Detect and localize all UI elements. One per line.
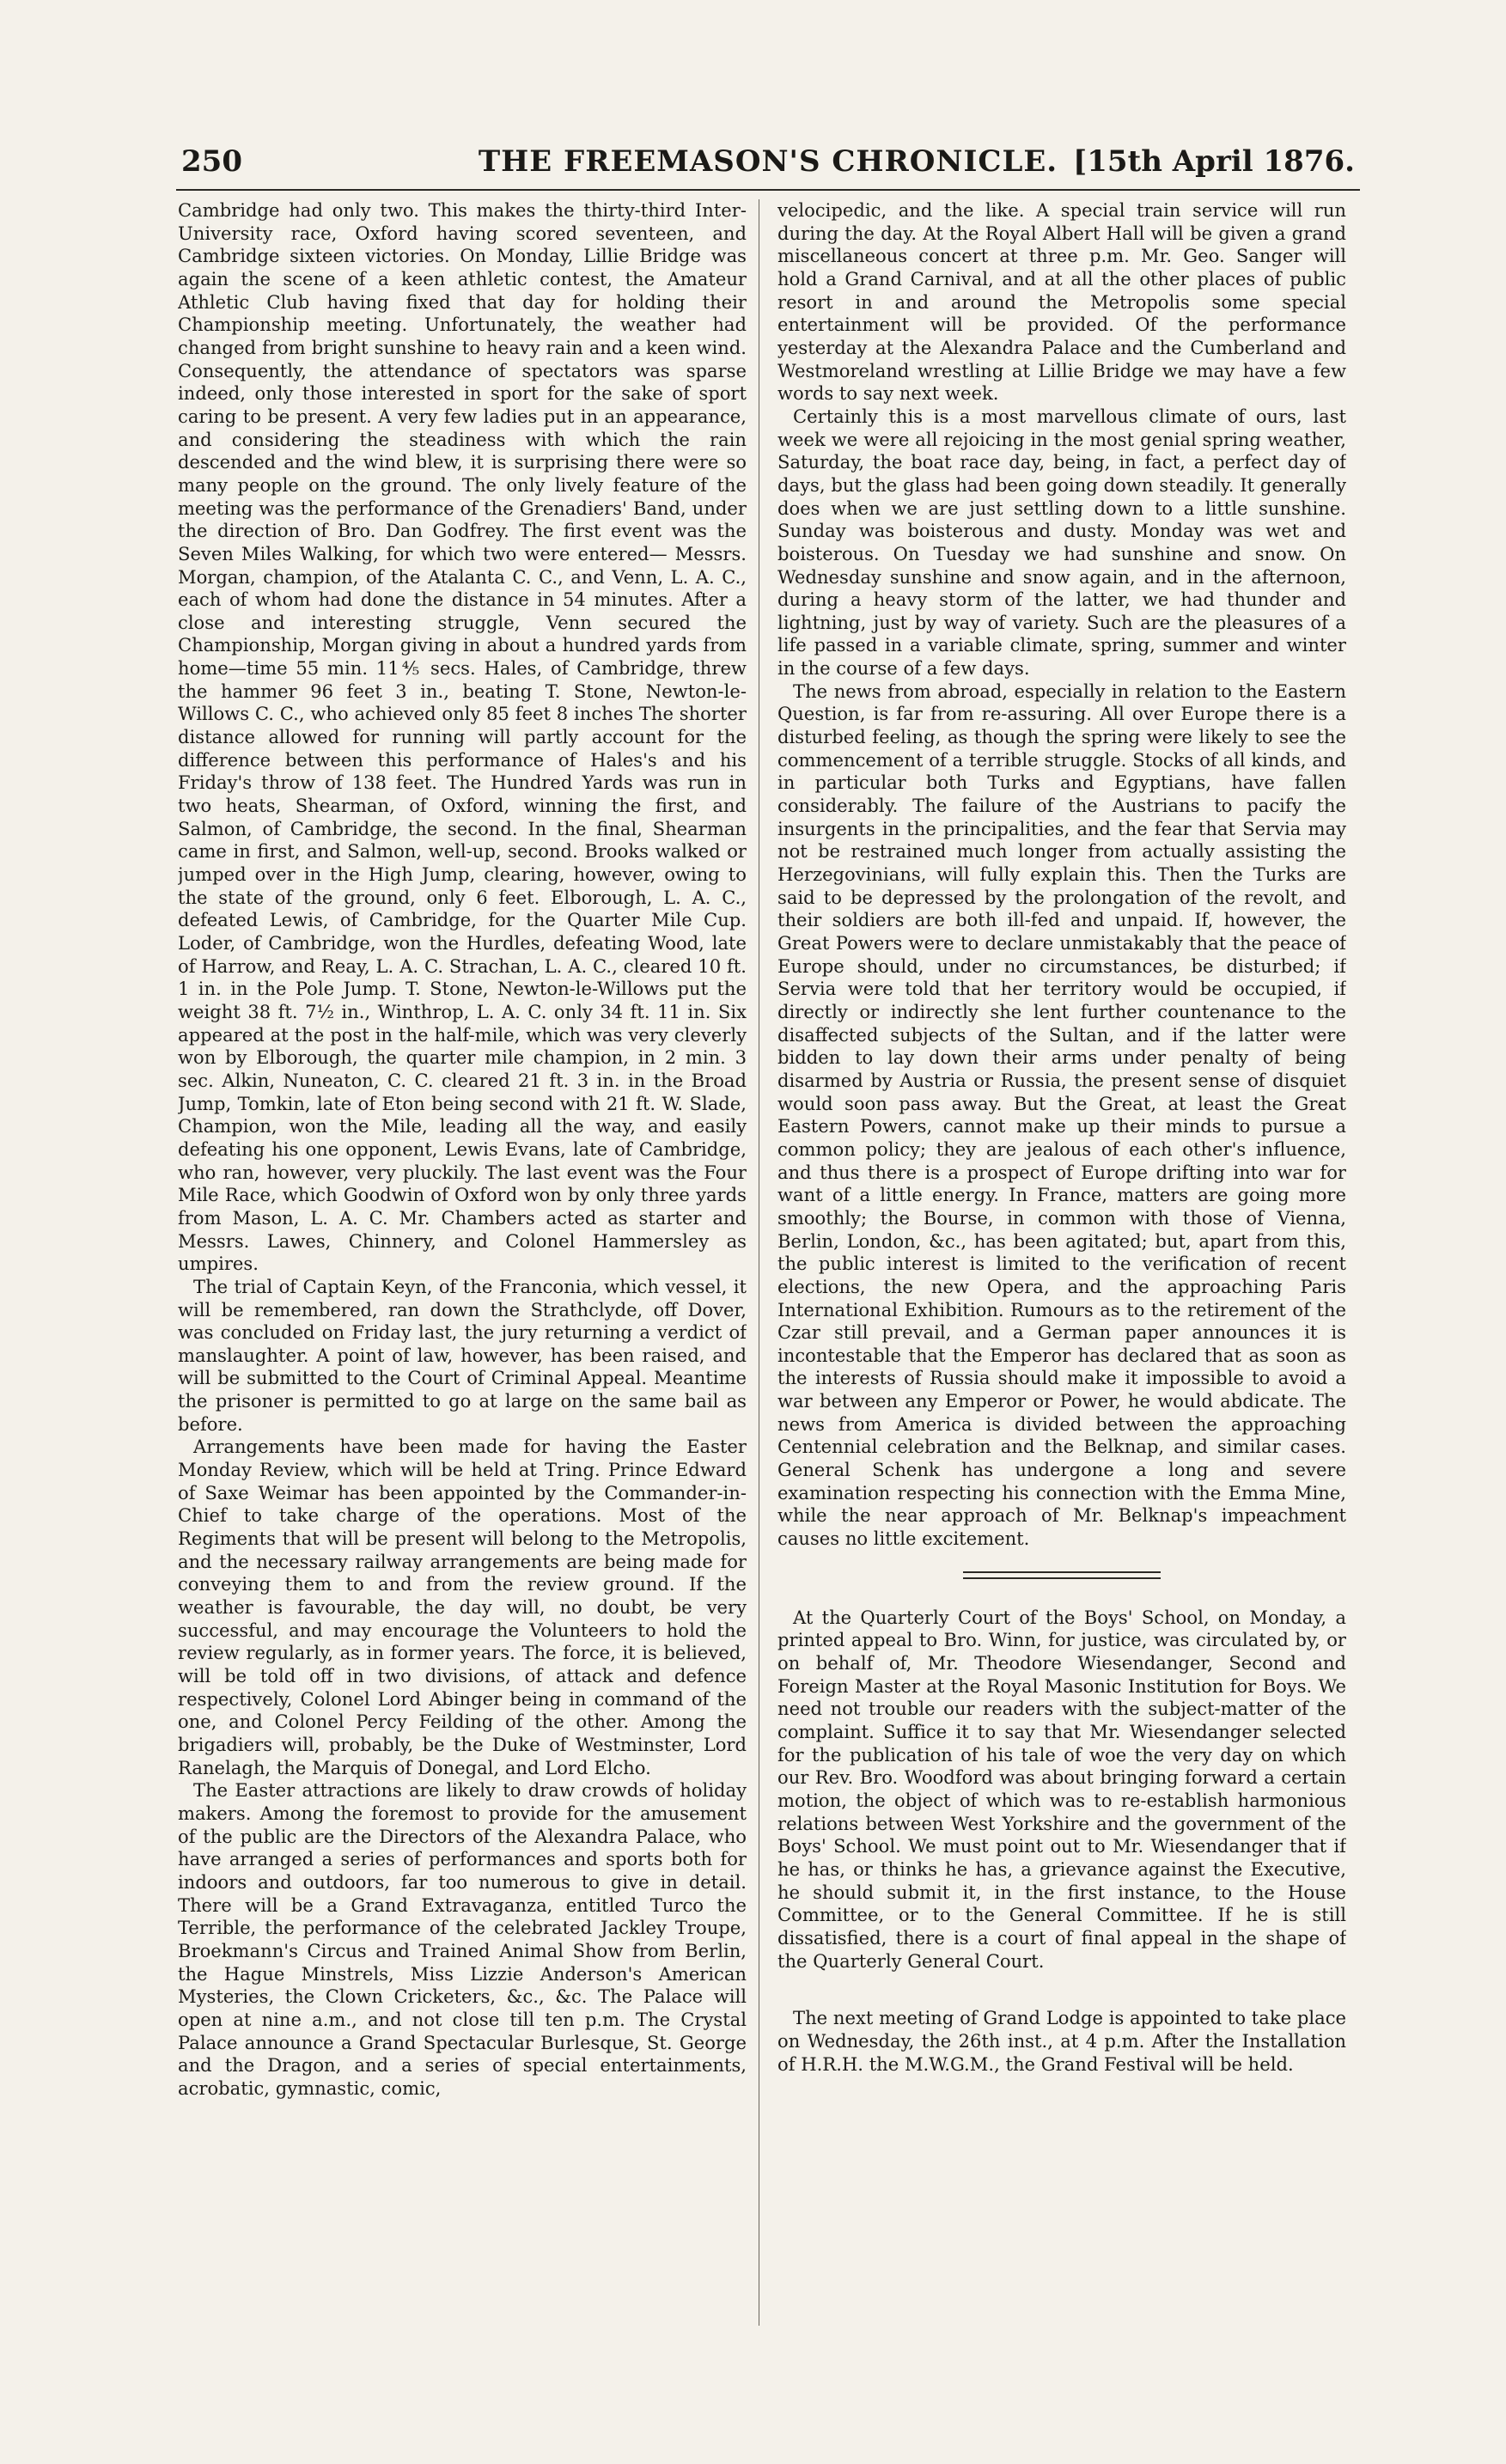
section-divider: [963, 1571, 1161, 1579]
article-paragraph: velocipedic, and the like. A special train service will run during the day. At the Royal Albert Hall will be given a grand miscellaneous concert at three p.m. Mr. Geo. Sanger will hold a Grand Carnival, and at all the other places of public resort in and around the Metropolis some special entertainment will be provided. Of the performance yesterday at the Alexandra Palace and the Cumberland and Westmoreland wrestling at Lillie Bridge we may have a few words to say next week.: [777, 199, 1346, 405]
right-column: [777, 199, 1346, 2326]
article-paragraph: The Easter attractions are likely to draw crowds of holiday makers. Among the foremost to provide for the amusement of the public are the Directors of the Alexandra Palace, who have arranged a series of performances and sports both for indoors and outdoors, far too numerous to give in detail. There will be a Grand Extravaganza, entitled Turco the Terrible, the performance of the celebrated Jackley Troupe, Broekmann's Circus and Trained Animal Show from Berlin, the Hague Minstrels, Miss Lizzie Anderson's American Mysteries, the Clown Cricketers, &c., &c. The Palace will open at nine a.m., and not close till ten p.m. The Crystal Palace announce a Grand Spectacular Burlesque, St. George and the Dragon, and a series of special entertainments, acrobatic, gymnastic, comic,: [178, 1779, 747, 2099]
article-paragraph: The trial of Captain Keyn, of the Franconia, which vessel, it will be remembered, ran down the Strathclyde, off Dover, was concluded on Friday last, the jury returning a verdict of manslaughter. A point of law, however, has been raised, and will be submitted to the Court of Criminal Appeal. Meantime the prisoner is permitted to go at large on the same bail as before.: [178, 1275, 747, 1435]
article-paragraph: Certainly this is a most marvellous climate of ours, last week we were all rejoicing in the most genial spring weather, Saturday, the boat race day, being, in fact, a perfect day of days, but the glass had been going down steadily. It generally does when we are just settling down to a little sunshine. Sunday was boisterous and dusty. Monday was wet and boisterous. On Tuesday we had sunshine and snow. On Wednesday sunshine and snow again, and in the afternoon, during a heavy storm of the latter, we had thunder and lightning, just by way of variety. Such are the pleasures of a life passed in a variable climate, spring, summer and winter in the course of a few days.: [777, 405, 1346, 680]
article-paragraph: Cambridge had only two. This makes the thirty-third Inter-University race, Oxford having scored seventeen, and Cambridge sixteen victories. On Monday, Lillie Bridge was again the scene of a keen athletic contest, the Amateur Athletic Club having fixed that day for holding their Championship meeting. Unfortunately, the weather had changed from bright sunshine to heavy rain and a keen wind. Consequently, the attendance of spectators was sparse indeed, only those interested in sport for the sake of sport caring to be present. A very few ladies put in an appearance, and considering the steadiness with which the rain descended and the wind blew, it is surprising there were so many people on the ground. The only lively feature of the meeting was the performance of the Grenadiers' Band, under the direction of Bro. Dan Godfrey. The first event was the Seven Miles Walking, for which two were entered— Messrs. Morgan, champion, of the Atalanta C. C., and Venn, L. A. C., each of whom had done the distance in 54 minutes. After a close and interesting struggle, Venn secured the Championship, Morgan giving in about a hundred yards from home—time 55 min. 11⅘ secs. Hales, of Cambridge, threw the hammer 96 feet 3 in., beating T. Stone, Newton-le-Willows C. C., who achieved only 85 feet 8 inches The shorter distance allowed for running will partly account for the difference between this performance of Hales's and his Friday's throw of 138 feet. The Hundred Yards was run in two heats, Shearman, of Oxford, winning the first, and Salmon, of Cambridge, the second. In the final, Shearman came in first, and Salmon, well-up, second. Brooks walked or jumped over in the High Jump, clearing, however, owing to the state of the ground, only 6 feet. Elborough, L. A. C., defeated Lewis, of Cambridge, for the Quarter Mile Cup. Loder, of Cambridge, won the Hurdles, defeating Wood, late of Harrow, and Reay, L. A. C. Strachan, L. A. C., cleared 10 ft. 1 in. in the Pole Jump. T. Stone, Newton-le-Willows put the weight 38 ft. 7½ in., Winthrop, L. A. C. only 34 ft. 11 in. Six appeared at the post in the half-mile, which was very cleverly won by Elborough, the quarter mile champion, in 2 min. 3 sec. Alkin, Nuneaton, C. C. cleared 21 ft. 3 in. in the Broad Jump, Tomkin, late of Eton being second with 21 ft. W. Slade, Champion, won the Mile, leading all the way, and easily defeating his one opponent, Lewis Evans, late of Cambridge, who ran, however, very pluckily. The last event was the Four Mile Race, which Goodwin of Oxford won by only three yards from Mason, L. A. C. Mr. Chambers acted as starter and Messrs. Lawes, Chinnery, and Colonel Hammersley as umpires.: [178, 199, 747, 1275]
article-paragraph: Arrangements have been made for having the Easter Monday Review, which will be held at Tring. Prince Edward of Saxe Weimar has been appointed by the Commander-in-Chief to take charge of the operations. Most of the Regiments that will be present will belong to the Metropolis, and the necessary railway arrangements are being made for conveying them to and from the review ground. If the weather is favourable, the day will, no doubt, be very successful, and may encourage the Volunteers to hold the review regularly, as in former years. The force, it is believed, will be told off in two divisions, of attack and defence respectively, Colonel Lord Abinger being in command of the one, and Colonel Percy Feilding of the other. Among the brigadiers will, probably, be the Duke of Westminster, Lord Ranelagh, the Marquis of Donegal, and Lord Elcho.: [178, 1436, 747, 1778]
issue-date: [15th April 1876.: [1073, 144, 1355, 179]
article-paragraph: The news from abroad, especially in relation to the Eastern Question, is far from re-assuring. All over Europe there is a disturbed feeling, as though the spring were likely to see the commencement of a terrible struggle. Stocks of all kinds, and in particular both Turks and Egyptians, have fallen considerably. The failure of the Austrians to pacify the insurgents in the principalities, and the fear that Servia may not be restrained much longer from actually assisting the Herzegovinians, will fully explain this. Then the Turks are said to be depressed by the prolongation of the revolt, and their soldiers are both ill-fed and unpaid. If, however, the Great Powers were to declare unmistakably that the peace of Europe should, under no circumstances, be disturbed; if Servia were told that her territory would be occupied, if directly or indirectly she lent further countenance to the disaffected subjects of the Sultan, and if the latter were bidden to lay down their arms under penalty of being disarmed by Austria or Russia, the present sense of disquiet would soon pass away. But the Great, at least the Great Eastern Powers, cannot make up their minds to pursue a common policy; they are jealous of each other's influence, and thus there is a prospect of Europe drifting into war for want of a little energy. In France, matters are going more smoothly; the Bourse, in common with those of Vienna, Berlin, London, &c., has been agitated; but, apart from this, the public interest is limited to the verification of recent elections, the new Opera, and the approaching Paris International Exhibition. Rumours as to the retirement of the Czar still prevail, and a German paper announces it is incontestable that the Emperor has declared that as soon as the interests of Russia should make it impossible to avoid a war between any Emperor or Power, he would abdicate. The news from America is divided between the approaching Centennial celebration and the Belknap, and similar cases. General Schenk has undergone a long and severe examination respecting his connection with the Emma Mine, while the near approach of Mr. Belknap's impeachment causes no little excitement.: [777, 680, 1346, 1550]
page-number: 250: [181, 144, 242, 179]
left-column: [178, 199, 747, 2326]
article-paragraph: At the Quarterly Court of the Boys' School, on Monday, a printed appeal to Bro. Winn, for justice, was circulated by, or on behalf of, Mr. Theodore Wiesendanger, Second and Foreign Master at the Royal Masonic Institution for Boys. We need not trouble our readers with the subject-matter of the complaint. Suffice it to say that Mr. Wiesendanger selected for the publication of his tale of woe the very day on which our Rev. Bro. Woodford was about bringing forward a certain motion, the object of which was to re-establish harmonious relations between West Yorkshire and the government of the Boys' School. We must point out to Mr. Wiesendanger that if he has, or thinks he has, a grievance against the Executive, he should submit it, in the first instance, to the House Committee, or to the General Committee. If he is still dissatisfied, there is a court of final appeal in the shape of the Quarterly General Court.: [777, 1606, 1346, 1972]
page-header: [176, 137, 1360, 191]
publication-title: THE FREEMASON'S CHRONICLE.: [478, 144, 1058, 179]
article-paragraph: The next meeting of Grand Lodge is appointed to take place on Wednesday, the 26th inst., at 4 p.m. After the Installation of H.R.H. the M.W.G.M., the Grand Festival will be held.: [777, 2007, 1346, 2075]
